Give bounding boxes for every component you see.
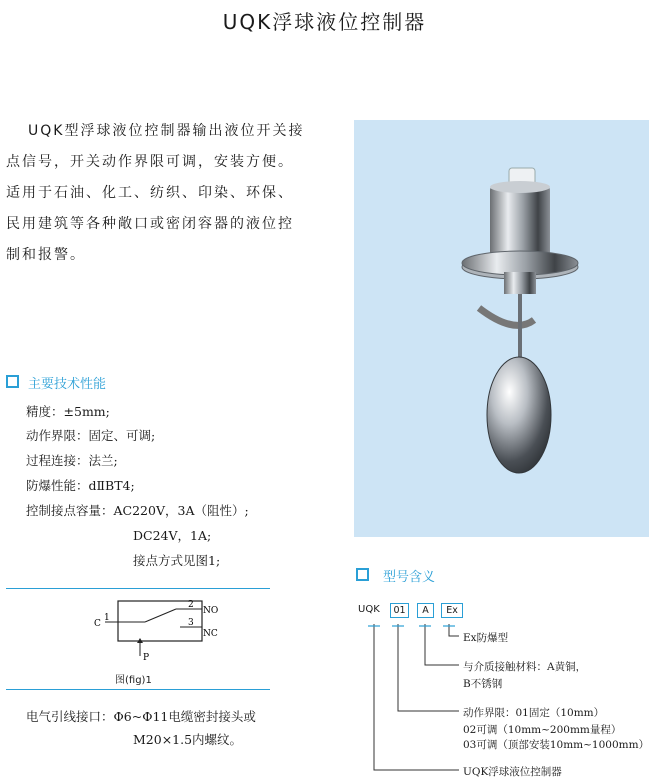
label-c: C [94,619,101,629]
product-name: UQK浮球液位控制器 [463,766,562,778]
specs-heading: 主要技术性能 [28,377,107,392]
spec-value: 固定、可调; [88,428,156,443]
label-no: NO [203,606,219,616]
model-code-box: A [417,603,434,618]
intro-line: 制和报警。 [6,247,86,263]
material-desc: B不锈钢 [463,678,503,690]
page-title: UQK浮球液位控制器 [222,10,427,34]
limit-desc: 03可调（顶部安装10mm~1000mm） [463,739,649,751]
model-code-box: Ex [441,603,463,618]
cable-label: 电气引线接口： [26,709,114,724]
spec-label: 防爆性能： [26,478,89,493]
label-nc: NC [203,629,218,639]
model-heading: 型号含义 [383,570,436,585]
spec-value: AC220V，3A（阻性）; [113,503,249,518]
ex-desc: Ex防爆型 [463,632,509,644]
figure-caption: 图(fig)1 [115,675,152,686]
limit-desc: 02可调（10mm~200mm量程） [463,724,622,736]
spec-continuation: 接点方式见图1; [133,553,221,568]
spec-value: 法兰; [88,453,118,468]
label-1: 1 [104,613,110,623]
cable-value: Φ6~Φ11电缆密封接头或 [113,709,256,724]
label-3: 3 [188,618,194,628]
spec-label: 精度： [26,404,64,419]
intro-line: UQK型浮球液位控制器输出液位开关接 [28,123,305,139]
spec-label: 过程连接： [26,453,89,468]
material-desc: 与介质接触材料：A黄铜， [463,661,587,673]
cable-continuation: M20×1.5内螺纹。 [133,732,243,747]
model-code-box: 01 [390,603,409,618]
spec-value: ±5mm; [63,404,110,419]
spec-value: dⅡBT4; [88,478,135,493]
spec-label: 控制接点容量： [26,503,114,518]
limit-desc: 动作界限：01固定（10mm） [463,707,605,719]
intro-line: 点信号，开关动作界限可调，安装方便。 [6,154,294,170]
spec-label: 动作界限： [26,428,89,443]
label-p: P [143,653,150,663]
spec-continuation: DC24V，1A; [133,528,212,543]
model-prefix: UQK [358,604,380,615]
intro-line: 适用于石油、化工、纺织、印染、环保、 [6,185,294,201]
intro-line: 民用建筑等各种敞口或密闭容器的液位控 [6,216,294,232]
label-2: 2 [188,600,194,610]
